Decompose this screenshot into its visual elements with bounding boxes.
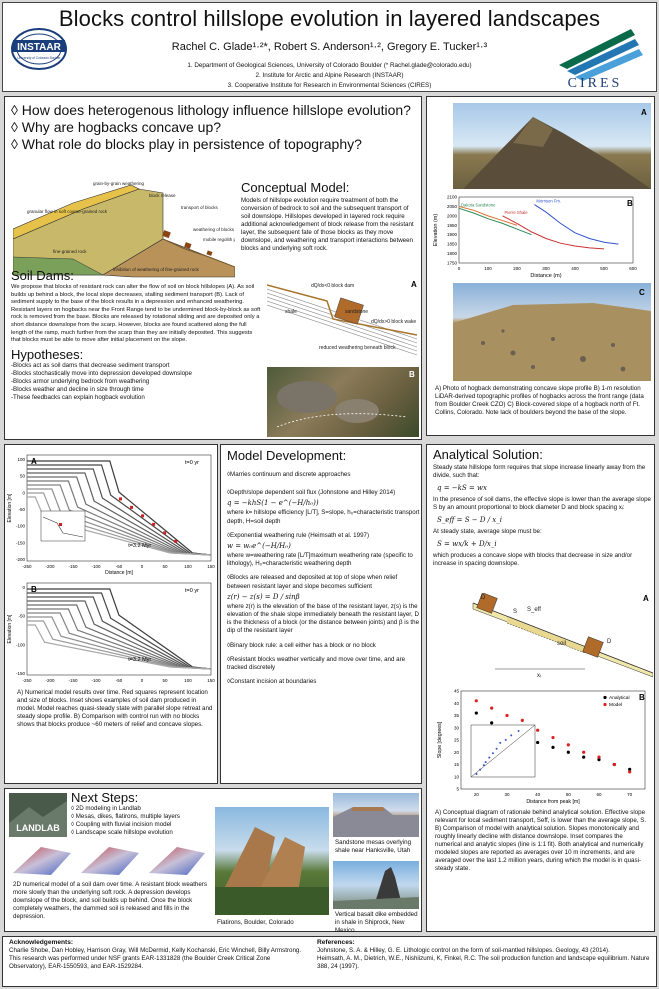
model-y-tick-B-3: -150 xyxy=(15,671,25,676)
question-1: ◊ How does heterogenous lithology influence hillslope evolution? xyxy=(11,102,411,118)
profile-y-tick-0: 1750 xyxy=(446,260,457,266)
landlab-model-frames xyxy=(11,843,207,877)
hypothesis-2: -Blocks stochastically move into depression developed downslope xyxy=(11,369,192,377)
analytical-p2: In the presence of soil dams, the effective slope is lower than the average slope S by an amount proportional to block diameter D and block spacing xᵢ: xyxy=(433,496,651,511)
model-block-1 xyxy=(130,506,133,509)
slope-point-1-4 xyxy=(536,729,539,732)
mesas-photo xyxy=(333,793,419,837)
hypothesis-4: -Blocks weather and decline in size through time xyxy=(11,385,144,393)
profile-y-tick-2: 1850 xyxy=(446,241,457,247)
reduced-weathering-label: reduced weathering beneath block xyxy=(319,345,396,351)
soil-dams-body: We propose that blocks of resistant rock can alter the flow of soil on block hillslopes (A). As soil builds up behind a block, the local slope decreases, stalling sediment transport (B). Lack of sediment supply to the base of the block results in a depression and enhanced weathering. Resistant layers on hogbacks near the Front Range tend to be undermined block-by-block as soft rock is removed from the base. Blocks are released by rotational sliding and are deposited only a short distance downslope from the scarp. However, blocks are found scattered along the full length of the ramp, much further from the scarp than they are initially deposited. This suggests that blocks must be able to move after initial placement on the slope. xyxy=(11,284,261,344)
model-item-10: ◊Constant incision at boundaries xyxy=(227,678,317,686)
slope-point-1-1 xyxy=(490,707,493,710)
profile-x-tick-2: 200 xyxy=(513,266,521,271)
profile-y-label: Elevation (m) xyxy=(433,213,439,247)
profile-x-tick-5: 500 xyxy=(600,266,608,271)
analytical-p1: Steady state hillslope form requires that slope increase linearly away from the divide, such that: xyxy=(433,464,646,479)
diagram-label-3: granular flow in soft coarse-grained rock xyxy=(27,209,108,214)
profile-x-tick-4: 400 xyxy=(571,266,579,271)
soil-dam-b-label: B xyxy=(409,370,415,379)
model-item-6: ◊Blocks are released and deposited at top of slope when relief between resistant layer and slope becomes sufficient xyxy=(227,574,398,590)
slope-legend-marker-1 xyxy=(603,703,606,706)
model-t0-B: t=0 yr xyxy=(185,588,199,594)
research-questions xyxy=(11,102,415,153)
model-x-tick-A-5: 0 xyxy=(140,564,144,569)
slope-inset-point-8 xyxy=(483,764,485,766)
slope-x-tick-5: 70 xyxy=(627,792,633,797)
conceptual-model-text xyxy=(241,181,417,253)
slope-inset-point-6 xyxy=(488,757,490,759)
affiliation-2: 2. Institute for Arctic and Alpine Research (INSTAAR) xyxy=(255,72,404,79)
profile-y-tick-5: 2000 xyxy=(446,213,457,219)
profile-series-label-2: Morrison Fm. xyxy=(536,198,562,204)
block-covered-slope-photo xyxy=(453,283,651,381)
model-block-2 xyxy=(141,514,144,517)
slope-legend-label-1: Model xyxy=(609,703,623,708)
slope-point-1-0 xyxy=(475,699,478,702)
model-y-tick-B-2: -100 xyxy=(15,642,25,648)
analytical-eq1: q = −kS = wx xyxy=(437,484,487,492)
model-item-3: where k= hillslope efficiency [L/T], S=slope, h₀=characteristic transport depth, H=soil depth xyxy=(227,509,420,525)
block-dam-label: dQ/dx<0 block dam xyxy=(311,283,355,289)
model-x-tick-A-6: 50 xyxy=(162,564,168,569)
model-y-tick-A-1: 50 xyxy=(19,473,25,479)
slope-inset-point-1 xyxy=(510,734,512,736)
block-wake-label: dQ/dx>0 block wake xyxy=(371,319,417,325)
author-list: Rachel C. Glade¹·²*, Robert S. Anderson¹·², Gregory E. Tucker¹·³ xyxy=(171,41,488,53)
model-x-tick-B-1: -200 xyxy=(45,678,55,683)
slope-y-tick-2: 15 xyxy=(453,762,459,767)
slope-point-0-7 xyxy=(582,756,585,759)
analytical-heading: Analytical Solution: xyxy=(433,447,543,462)
ref-2: Heimsath, A. M., Dietrich, W.E., Nishiizumi, K, Finkel, R.C. The soil production function and landscape equilibrium. Nature 388, 24 (1997). xyxy=(317,955,650,970)
diagram-label-8: inhibition of weathering of fine-grained rock xyxy=(113,267,199,272)
model-x-label-A: Distance [m] xyxy=(105,570,133,576)
next-step-1: ◊ 2D modeling in Landlab xyxy=(71,805,141,812)
slope-x-tick-1: 30 xyxy=(504,792,510,797)
slope-point-0-0 xyxy=(475,711,478,714)
diagram-d-label-1: D xyxy=(481,595,486,601)
hypothesis-5: -These feedbacks can explain hogback evolution xyxy=(11,393,145,401)
model-item-2: ◊Depth/slope dependent soil flux (Johnstone and Hilley 2014) xyxy=(227,489,396,497)
model-y-label-B: Elevation [m] xyxy=(7,614,13,644)
profile-x-tick-0: 0 xyxy=(457,266,461,271)
slope-inset-point-0 xyxy=(518,730,520,732)
hogback-figure-panel xyxy=(426,96,655,436)
model-y-tick-A-5: -150 xyxy=(15,540,25,546)
slope-inset-point-3 xyxy=(499,742,501,744)
refs-heading: References: xyxy=(317,939,355,946)
soil-dam-diagram xyxy=(267,279,419,365)
model-results-caption: A) Numerical model results over time. Red squares represent location and size of blocks. Inset shows examples of soil dam produced in model. Model reaches quasi-steady state with parallel slope retreat and steady slope profile. B) Comparison with control run with no blocks shows that blocks produce ~60 meters of relief and concave slopes. xyxy=(17,689,213,728)
conceptual-model-heading: Conceptual Model: xyxy=(241,180,350,195)
slope-inset-point-2 xyxy=(505,739,507,741)
question-3: ◊ What role do blocks play in persistence of topography? xyxy=(11,136,362,152)
model-t0-A: t=0 yr xyxy=(185,460,199,466)
slope-x-label: Distance from peak [m] xyxy=(526,799,580,805)
diagram-d-label-2: D xyxy=(607,639,612,645)
slope-panel-label: B xyxy=(639,693,645,702)
slope-point-0-4 xyxy=(536,741,539,744)
ack-body: Charlie Shobe, Dan Hobley, Harrison Gray, Will McDermid, Kelly Kochanski, Eric Winchell, Billy Armstrong. This research was performed under NSF grants EAR-1331828 (the Boulder Creek Critical Zone Observatory), EAR-1550593, and EAR-1529284. xyxy=(9,947,302,970)
profile-series-label-3: Pierre Shale xyxy=(504,209,528,215)
model-x-tick-B-3: -100 xyxy=(91,678,101,683)
shale-label: shale xyxy=(285,309,297,315)
slope-legend-label-0: Analytical xyxy=(609,696,630,701)
model-item-4: ◊Exponential weathering rule (Heimsath et al. 1997) xyxy=(227,531,370,539)
model-y-tick-A-2: 0 xyxy=(22,490,25,496)
model-x-tick-B-2: -150 xyxy=(68,678,78,683)
model-item-7: where z(r) is the elevation of the base of the resistant layer, z(s) is the elevation of the shale slope immediately beneath the resistant layer, D is the thickness of a block (or the distance between joints) and β is the dip of the resistant layer xyxy=(227,602,420,635)
slope-comparison-chart xyxy=(433,685,653,807)
slope-legend-marker-0 xyxy=(603,696,606,699)
model-item-8: ◊Binary block rule: a cell either has a block or no block xyxy=(227,641,376,649)
soil-dams-heading: Soil Dams: xyxy=(11,268,74,283)
slope-point-1-2 xyxy=(505,714,508,717)
slope-point-0-6 xyxy=(567,751,570,754)
model-block-5 xyxy=(174,540,177,543)
model-inset xyxy=(41,511,85,541)
analytical-diagram xyxy=(467,593,653,679)
model-y-tick-B-0: 0 xyxy=(22,585,25,590)
hypotheses-list xyxy=(11,362,261,402)
model-y-tick-B-1: -50 xyxy=(18,613,25,619)
slope-point-1-5 xyxy=(551,736,554,739)
profile-y-tick-3: 1900 xyxy=(446,232,457,238)
analytical-fig-a-label: A xyxy=(643,594,649,603)
next-step-3: ◊ Coupling with fluvial incision model xyxy=(71,821,172,828)
instaar-logo xyxy=(11,27,67,71)
block-release-equation: z(r) − z(s) = D / sinβ xyxy=(227,592,300,601)
flatirons-caption: Flatirons, Boulder, Colorado xyxy=(217,919,294,926)
affiliation-1: 1. Department of Geological Sciences, University of Colorado Boulder (* Rachel.glade@colorado.edu) xyxy=(187,62,472,69)
slope-y-tick-1: 10 xyxy=(453,774,459,780)
slope-inset-point-5 xyxy=(492,752,494,754)
soil-flux-equation: q = −khS(1 − e^(−H/h₀)) xyxy=(227,499,319,508)
model-x-tick-A-2: -150 xyxy=(68,564,78,569)
intro-panel xyxy=(4,96,422,440)
slope-y-tick-7: 40 xyxy=(453,700,459,706)
diagram-label-4: transport of blocks xyxy=(181,205,218,210)
conceptual-diagram xyxy=(13,179,235,279)
model-item-5: where w=weathering rate [L/T]maximum weathering rate (specific to lithology), H₀=characteristic weathering depth xyxy=(227,552,413,568)
next-step-2: ◊ Mesas, dikes, flatirons, multiple layers xyxy=(71,813,180,820)
slope-inset-point-7 xyxy=(485,761,487,763)
hogback-caption: A) Photo of hogback demonstrating concave slope profile B) 1-m resolution LiDAR-derived topographic profiles of hogbacks across the front range (data from Boulder Creek CZO) C) Block-covered slope of a hogback north of Ft. Collins, Colorado. Note lack of boulders beyond the base of the slope. xyxy=(435,385,644,416)
soil-dam-a-label: A xyxy=(411,280,417,289)
model-panel-label-B: B xyxy=(31,585,37,594)
profile-x-label: Distance (m) xyxy=(530,273,562,279)
model-y-label-A: Elevation [m] xyxy=(7,493,13,523)
model-tend-B: t=3.2 Myr xyxy=(128,657,152,663)
model-x-tick-B-6: 50 xyxy=(162,678,168,683)
question-2: ◊ Why are hogbacks concave up? xyxy=(11,119,222,135)
profile-y-tick-4: 1950 xyxy=(446,222,457,228)
diagram-soil-label: soil xyxy=(557,641,567,647)
analytical-caption: A) Conceptual diagram of rationale behind analytical solution. Effective slope relevant for local sediment transport, Seff, is lower than the average slope, S. B) Comparison of model with analytical solution. Slopes monotonically and roughly linearly decline with distance downslope. Inset compares the numerical and analytic slopes (line is 1:1 fit). Both analytical and numerically modeled slopes are reported as averages over 10 m increments, and are averaged over the last 1.2 million years, during which the model is in quasi-steady state. xyxy=(435,809,647,872)
references xyxy=(317,939,653,971)
slope-y-label: Slope [degrees] xyxy=(437,721,443,759)
model-results-panel xyxy=(4,444,218,784)
next-steps-heading: Next Steps: xyxy=(71,790,139,805)
dike-photo xyxy=(333,861,419,909)
model-x-tick-A-8: 150 xyxy=(207,564,215,569)
analytical-content xyxy=(433,448,651,568)
model-x-tick-B-0: -250 xyxy=(22,678,32,683)
model-x-tick-B-8: 150 xyxy=(207,678,215,683)
acknowledgements xyxy=(9,939,309,971)
profile-y-tick-6: 2050 xyxy=(446,203,457,209)
landlab-text: LANDLAB xyxy=(16,823,60,833)
diagram-label-2: block release xyxy=(149,193,176,198)
model-inset-block xyxy=(59,523,62,526)
model-y-tick-A-4: -100 xyxy=(15,523,25,529)
ref-1: Johnstone, S. A. & Hilley, G. E. Lithologic control on the form of soil-mantled hillslopes. Geology, 43 (2014). xyxy=(317,947,610,954)
model-x-tick-A-0: -250 xyxy=(22,564,32,569)
model-x-tick-B-7: 100 xyxy=(184,678,192,683)
slope-point-1-8 xyxy=(597,756,600,759)
model-development-content xyxy=(227,449,421,686)
profile-y-tick-1: 1800 xyxy=(446,251,457,257)
model-x-tick-A-3: -100 xyxy=(91,564,101,569)
photo-a-label: A xyxy=(641,108,647,117)
slope-point-1-7 xyxy=(582,751,585,754)
weathering-equation: w = w₀e^(−H/H₀) xyxy=(227,542,291,551)
model-y-tick-A-6: -200 xyxy=(15,557,25,562)
cires-logo-text: CIRES xyxy=(567,76,623,89)
slope-point-1-6 xyxy=(567,743,570,746)
landlab-logo xyxy=(9,793,67,837)
profile-x-tick-1: 100 xyxy=(484,266,492,271)
poster-header xyxy=(2,2,657,92)
photo-c-label: C xyxy=(639,288,645,297)
model-x-tick-A-7: 100 xyxy=(184,564,192,569)
model-block-4 xyxy=(163,531,166,534)
slope-x-tick-4: 60 xyxy=(596,792,602,797)
diagram-s-label: S xyxy=(513,609,518,615)
soil-dam-photo xyxy=(267,367,419,437)
model-y-tick-A-3: -50 xyxy=(18,507,25,512)
model-y-tick-A-0: 100 xyxy=(17,457,25,462)
slope-inset-point-4 xyxy=(496,748,498,750)
diagram-seff-label: S_eff xyxy=(527,607,541,613)
next-steps-list xyxy=(71,791,221,837)
poster-title: Blocks control hillslope evolution in layered landscapes xyxy=(58,6,601,31)
affiliation-3: 3. Cooperative Institute for Research in Environmental Sciences (CIRES) xyxy=(227,82,432,89)
mesas-caption: Sandstone mesas overlying shale near Hanksville, Utah xyxy=(335,839,412,854)
footer-panel xyxy=(2,936,657,987)
slope-inset-point-9 xyxy=(479,769,481,771)
profile-chart xyxy=(429,191,653,279)
slope-point-0-5 xyxy=(551,746,554,749)
model-item-9: ◊Resistant blocks weather vertically and move over time, and are tracked discretely xyxy=(227,655,406,672)
conceptual-model-body: Models of hillslope evolution require treatment of both the conversion of bedrock to soil and the subsequent transport of soil downslope. Hillslopes developed in layered rock require additional acknowledgement of block release from the resistant layer, the subsequent fate of those blocks as they move downslope, and weathering and transport interactions between blocks and underlying soft rock. xyxy=(241,197,414,252)
diagram-label-6: mobile regolith xyxy=(203,237,233,242)
hypothesis-3: -Blocks armor underlying bedrock from weathering xyxy=(11,377,150,385)
diagram-label-5: weathering of blocks xyxy=(193,227,235,232)
hypotheses-heading: Hypotheses: xyxy=(11,346,84,362)
diagram-xi-label: xᵢ xyxy=(537,673,541,679)
instaar-logo-sub: University of Colorado Boulder xyxy=(17,56,61,60)
slope-inset-point-10 xyxy=(475,773,477,775)
profile-series-label-0: Dakota Sandstone xyxy=(461,202,496,208)
landlab-caption: 2D numerical model of a soil dam over time. A resistant block weathers more slowly than the underlying soft rock. A depression develops downslope of the block, and soil builds up behind. Once the block completely weathers, the dammed soil is released and fills in the depression. xyxy=(13,881,207,920)
slope-point-1-9 xyxy=(613,763,616,766)
slope-y-tick-5: 30 xyxy=(453,725,459,731)
model-item-1: ◊Marries continuum and discrete approaches xyxy=(227,471,351,478)
sandstone-label: sandstone xyxy=(345,309,369,315)
model-block-3 xyxy=(152,523,155,526)
ack-heading: Acknowledgements: xyxy=(9,939,74,946)
slope-x-tick-3: 50 xyxy=(565,792,571,797)
profile-x-tick-6: 600 xyxy=(629,266,637,271)
model-development-panel xyxy=(220,444,422,784)
diagram-label-7: fine-grained rock xyxy=(53,249,87,254)
analytical-solution-panel xyxy=(426,444,655,932)
slope-y-tick-8: 45 xyxy=(453,688,459,694)
model-block-0 xyxy=(119,497,122,500)
model-tend-A: t=3.2 Myr xyxy=(128,543,152,549)
profile-y-tick-7: 2100 xyxy=(446,194,457,200)
analytical-eq3: S = wx/k + D/x_i xyxy=(437,540,497,548)
slope-y-tick-3: 20 xyxy=(453,749,459,755)
diagram-label-1: grain-by-grain weathering xyxy=(93,181,145,186)
next-steps-panel xyxy=(4,788,422,932)
flatirons-photo xyxy=(215,807,329,915)
model-results-figure xyxy=(5,447,217,687)
model-x-tick-A-1: -200 xyxy=(45,564,55,569)
profile-panel-label: B xyxy=(627,199,633,208)
hypothesis-1: -Blocks act as soil dams that decrease sediment transport xyxy=(11,361,170,369)
model-x-tick-B-4: -50 xyxy=(115,678,123,683)
slope-y-tick-6: 35 xyxy=(453,713,459,718)
profile-x-tick-3: 300 xyxy=(542,266,550,271)
model-development-heading: Model Development: xyxy=(227,448,347,463)
analytical-p3: At steady state, average slope must be: xyxy=(433,528,542,535)
instaar-logo-text: INSTAAR xyxy=(17,42,61,53)
slope-point-1-10 xyxy=(628,770,631,773)
model-x-tick-A-4: -50 xyxy=(115,564,123,569)
analytical-eq2: S_eff = S − D / x_i xyxy=(437,516,502,524)
slope-y-tick-4: 25 xyxy=(453,737,459,743)
hogback-photo xyxy=(453,103,651,189)
dike-caption: Vertical basalt dike embedded in shale in Shiprock, New Mexico xyxy=(335,911,418,934)
slope-x-tick-0: 20 xyxy=(473,792,479,797)
slope-point-0-1 xyxy=(490,721,493,724)
slope-x-tick-2: 40 xyxy=(535,792,541,797)
soil-dams-section xyxy=(11,269,261,402)
model-panel-label-A: A xyxy=(31,457,37,466)
next-step-4: ◊ Landscape scale hillslope evolution xyxy=(71,829,173,836)
analytical-p4: which produces a concave slope with blocks that decrease in size and/or increase in spacing downslope. xyxy=(433,552,633,567)
slope-point-1-3 xyxy=(521,719,524,722)
cires-logo xyxy=(539,25,651,89)
slope-y-tick-0: 5 xyxy=(456,786,459,792)
model-x-tick-B-5: 0 xyxy=(140,678,144,683)
